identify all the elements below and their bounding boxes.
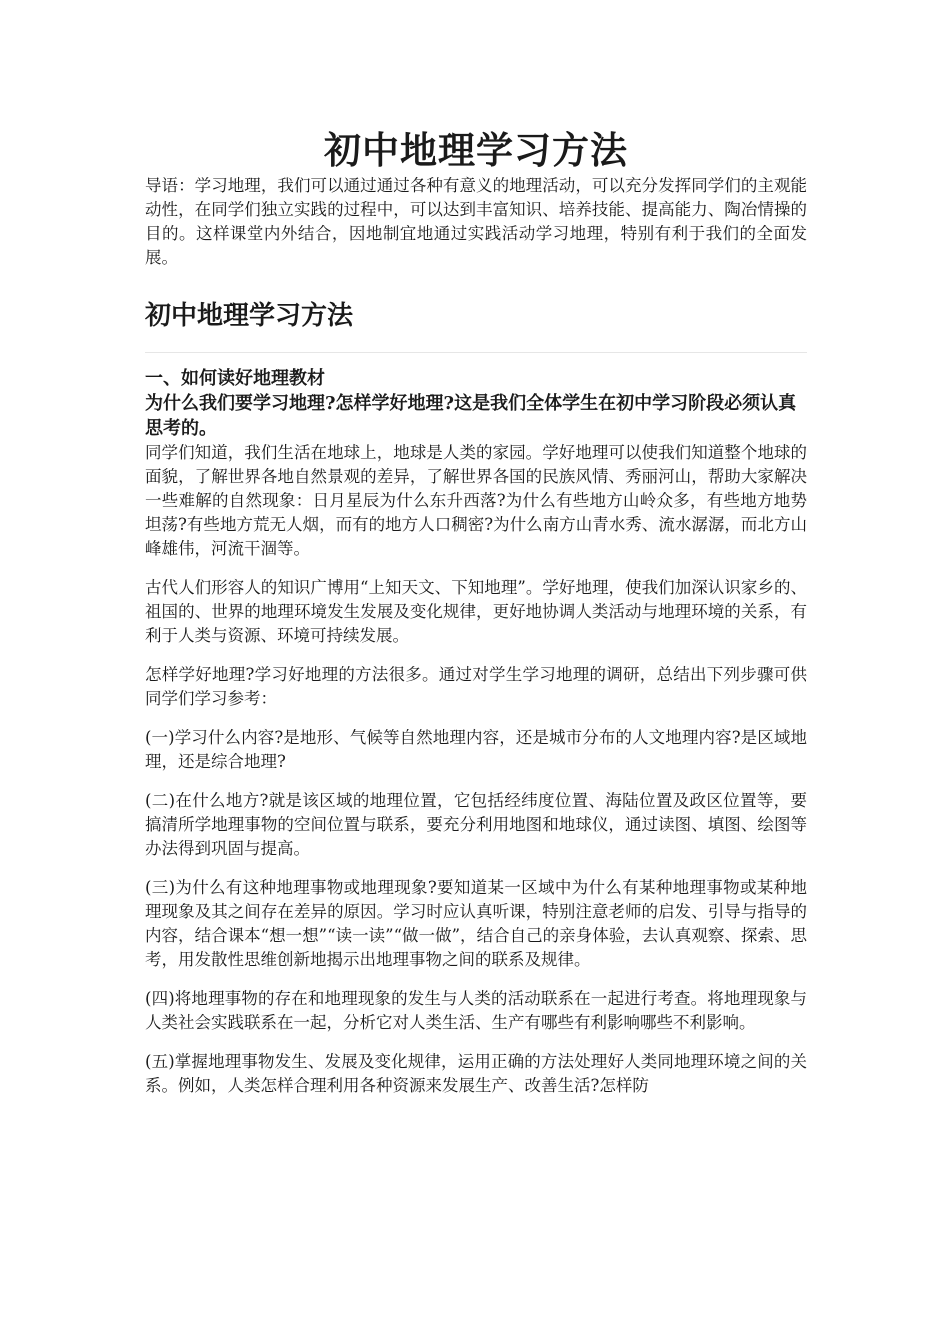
body-paragraph: (五)掌握地理事物发生、发展及变化规律，运用正确的方法处理好人类同地理环境之间的关系。例如，人类怎样合理利用各种资源来发展生产、改善生活?怎样防 (145, 1052, 807, 1095)
section-divider (145, 352, 807, 353)
body-paragraph: (二)在什么地方?就是该区域的地理位置，它包括经纬度位置、海陆位置及政区位置等，要搞清所学地理事物的空间位置与联系，要充分利用地图和地球仪，通过读图、填图、绘图等办法得到巩固与提高。 (145, 791, 807, 858)
document-title: 初中地理学习方法 (324, 128, 628, 172)
section-heading: 初中地理学习方法 (145, 301, 354, 331)
body-paragraph: 怎样学好地理?学习好地理的方法很多。通过对学生学习地理的调研，总结出下列步骤可供同学们学习参考： (145, 665, 807, 708)
document-page (145, 126, 807, 1113)
body-paragraph: (四)将地理事物的存在和地理现象的发生与人类的活动联系在一起进行考查。将地理现象与人类社会实践联系在一起，分析它对人类生活、生产有哪些有利影响哪些不利影响。 (145, 989, 807, 1032)
intro-paragraph: 导语：学习地理，我们可以通过通过各种有意义的地理活动，可以充分发挥同学们的主观能动性，在同学们独立实践的过程中，可以达到丰富知识、培养技能、提高能力、陶冶情操的目的。这样课堂内外结合，因地制宜地通过实践活动学习地理，特别有利于我们的全面发展。 (145, 176, 807, 267)
body-paragraph: (一)学习什么内容?是地形、气候等自然地理内容，还是城市分布的人文地理内容?是区域地理，还是综合地理? (145, 728, 807, 771)
body-paragraph: 同学们知道，我们生活在地球上，地球是人类的家园。学好地理可以使我们知道整个地球的面貌，了解世界各地自然景观的差异，了解世界各国的民族风情、秀丽河山，帮助大家解决一些难解的自然现象：日月星辰为什么东升西落?为什么有些地方山岭众多，有些地方地势坦荡?有些地方荒无人烟，而有的地方人口稠密?为什么南方山青水秀、流水潺潺，而北方山峰雄伟，河流干涸等。 (145, 443, 807, 558)
sub-heading: 一、如何读好地理教材 (145, 368, 325, 389)
body-paragraph: (三)为什么有这种地理事物或地理现象?要知道某一区域中为什么有某种地理事物或某种地理现象及其之间存在差异的原因。学习时应认真听课，特别注意老师的启发、引导与指导的内容，结合课本“想一想”“读一读”“做一做”，结合自己的亲身体验，去认真观察、探索、思考，用发散性思维创新地揭示出地理事物之间的联系及规律。 (145, 878, 807, 969)
body-paragraph: 古代人们形容人的知识广博用“上知天文、下知地理”。学好地理，使我们加深认识家乡的、祖国的、世界的地理环境发生发展及变化规律，更好地协调人类活动与地理环境的关系，有利于人类与资源、环境可持续发展。 (145, 578, 807, 645)
question-text: 为什么我们要学习地理?怎样学好地理?这是我们全体学生在初中学习阶段必须认真思考的。 (145, 393, 797, 439)
